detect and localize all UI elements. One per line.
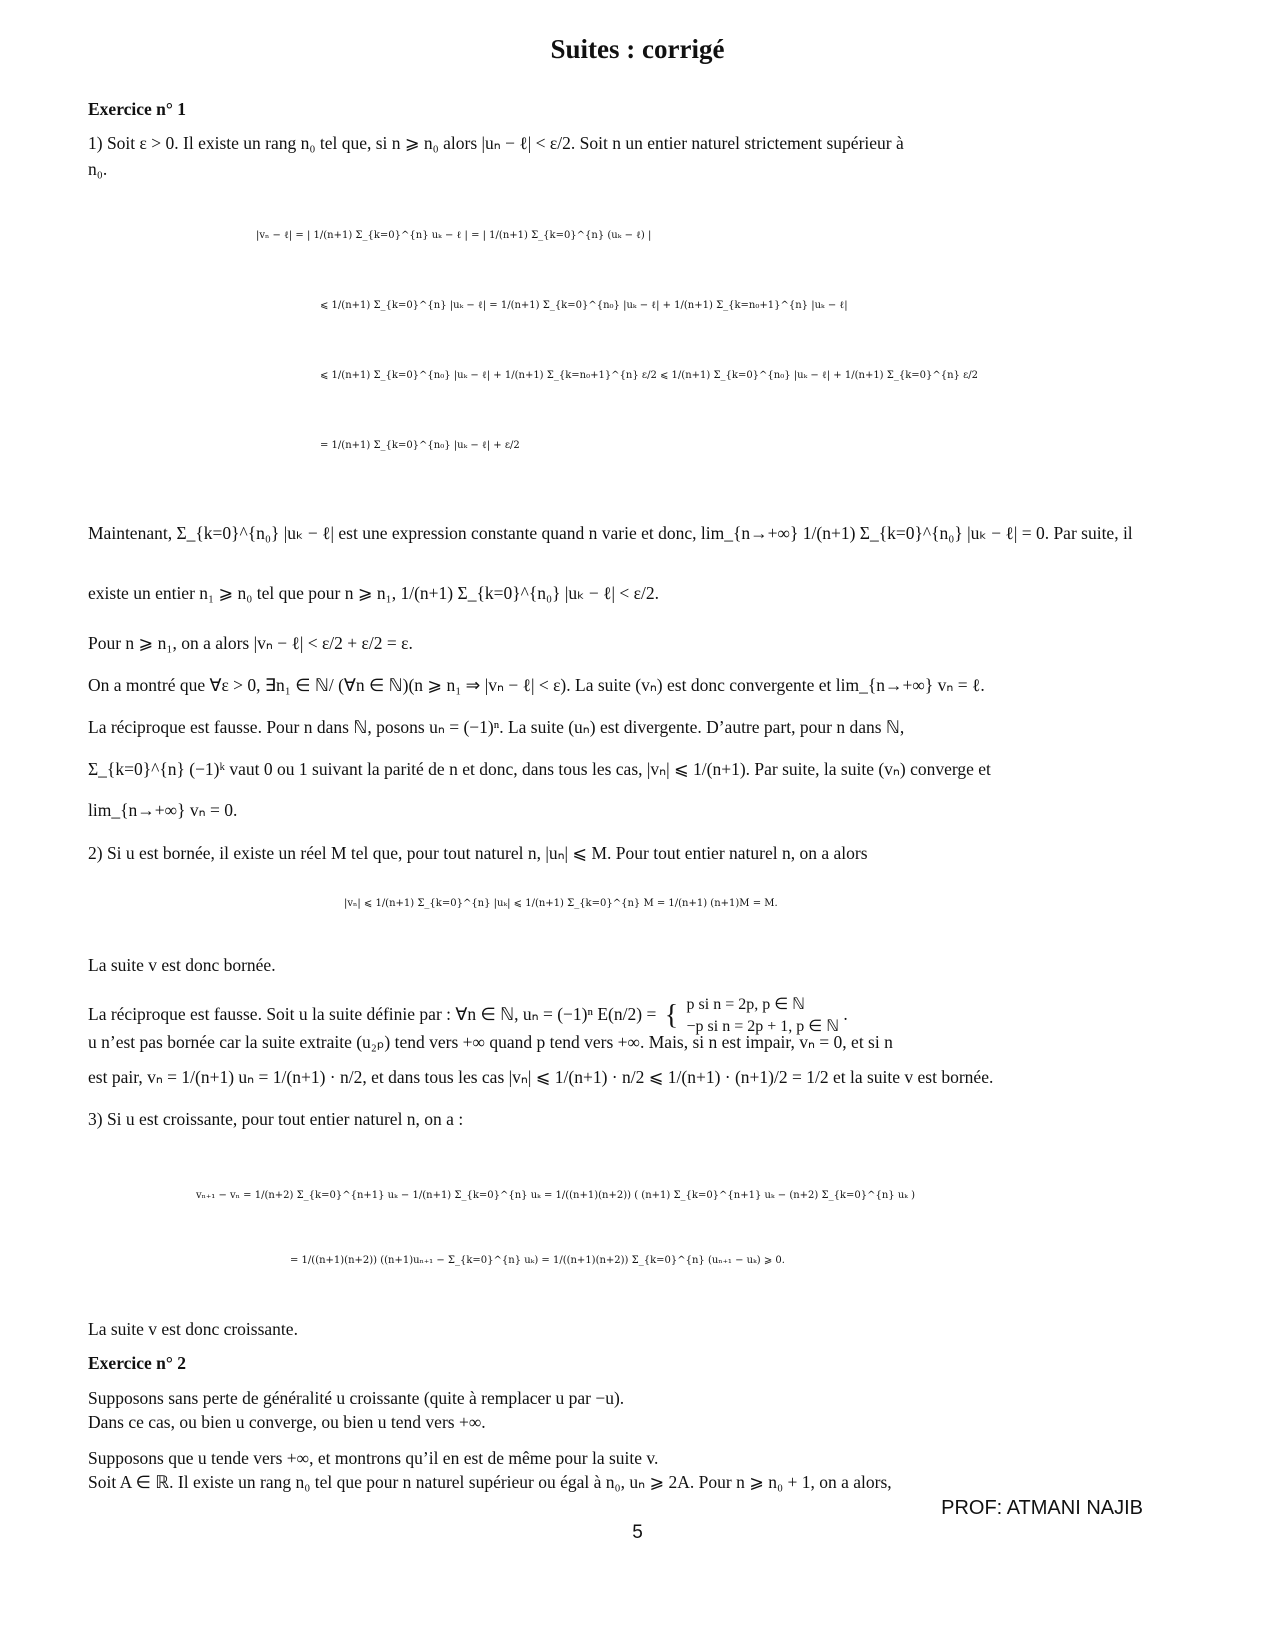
ex2-paragraph-2: Dans ce cas, ou bien u converge, ou bien u tend vers +∞. xyxy=(88,1412,486,1432)
q1-intro-cont: n₀. xyxy=(88,159,108,179)
exercise-1-heading: Exercice n° 1 xyxy=(88,99,187,119)
paragraph-on-a-montre: On a montré que ∀ε > 0, ∃n₁ ∈ ℕ/ (∀n ∈ ℕ)(n ⩾ n₁ ⇒ |vₙ − ℓ| < ε). La suite (vₙ) est donc convergente et lim_{n→+∞} vₙ = ℓ. xyxy=(88,675,985,695)
equation-1-line-4: = 1/(n+1) Σ_{k=0}^{n₀} |uₖ − ℓ| + ε/2 xyxy=(320,440,520,451)
equation-3-line-1: vₙ₊₁ − vₙ = 1/(n+2) Σ_{k=0}^{n+1} uₖ − 1/(n+1) Σ_{k=0}^{n} uₖ = 1/((n+1)(n+2)) ( (n+1) Σ_{k=0}^{n+1} uₖ − (n+2) Σ_{k=0}^{n} uₖ ) xyxy=(196,1190,915,1201)
paragraph-reciproque-1: La réciproque est fausse. Pour n dans ℕ, posons uₙ = (−1)ⁿ. La suite (uₙ) est divergente. D’autre part, pour n dans ℕ, xyxy=(88,717,905,737)
paragraph-existe: existe un entier n₁ ⩾ n₀ tel que pour n ⩾ n₁, 1/(n+1) Σ_{k=0}^{n₀} |uₖ − ℓ| < ε/2. xyxy=(88,583,660,603)
paragraph-pour-n: Pour n ⩾ n₁, on a alors |vₙ − ℓ| < ε/2 + ε/2 = ε. xyxy=(88,633,413,653)
equation-1-line-3: ⩽ 1/(n+1) Σ_{k=0}^{n₀} |uₖ − ℓ| + 1/(n+1) Σ_{k=n₀+1}^{n} ε/2 ⩽ 1/(n+1) Σ_{k=0}^{n₀} |uₖ − ℓ| + 1/(n+1) Σ_{k=0}^{n} ε/2 xyxy=(320,370,978,381)
paragraph-non-bornee-1: u n’est pas bornée car la suite extraite (u₂ₚ) tend vers +∞ quand p tend vers +∞. Mais, si n est impair, vₙ = 0, et si n xyxy=(88,1032,893,1052)
equation-3-line-2: = 1/((n+1)(n+2)) ((n+1)uₙ₊₁ − Σ_{k=0}^{n} uₖ) = 1/((n+1)(n+2)) Σ_{k=0}^{n} (uₙ₊₁ − uₖ) ⩾ 0. xyxy=(290,1255,785,1266)
equation-1-line-1: |vₙ − ℓ| = | 1/(n+1) Σ_{k=0}^{n} uₖ − ℓ | = | 1/(n+1) Σ_{k=0}^{n} (uₖ − ℓ) | xyxy=(256,230,652,241)
ex2-paragraph-1: Supposons sans perte de généralité u croissante (quite à remplacer u par −u). xyxy=(88,1388,625,1408)
paragraph-reciproque-3: lim_{n→+∞} vₙ = 0. xyxy=(88,800,238,820)
ex2-paragraph-3: Supposons que u tende vers +∞, et montrons qu’il en est de même pour la suite v. xyxy=(88,1448,659,1468)
case-even: p si n = 2p, p ∈ ℕ xyxy=(686,996,805,1013)
paragraph-v-croissante: La suite v est donc croissante. xyxy=(88,1319,298,1339)
paragraph-reciproque-2: Σ_{k=0}^{n} (−1)ᵏ vaut 0 ou 1 suivant la parité de n et donc, dans tous les cas, |vₙ| ⩽ 1/(n+1). Par suite, la suite (vₙ) converge et xyxy=(88,759,991,779)
reciproque-4-text: La réciproque est fausse. Soit u la suite définie par : ∀n ∈ ℕ, uₙ = (−1)ⁿ E(n/2) = xyxy=(88,1004,657,1025)
ex2-paragraph-4: Soit A ∈ ℝ. Il existe un rang n₀ tel que pour n naturel supérieur ou égal à n₀, uₙ ⩾ 2A. Pour n ⩾ n₀ + 1, on a alors, xyxy=(88,1472,892,1492)
equation-1-line-2: ⩽ 1/(n+1) Σ_{k=0}^{n} |uₖ − ℓ| = 1/(n+1) Σ_{k=0}^{n₀} |uₖ − ℓ| + 1/(n+1) Σ_{k=n₀+1}^{n} |uₖ − ℓ| xyxy=(320,300,848,311)
paragraph-v-bornee: La suite v est donc bornée. xyxy=(88,955,276,975)
q3-intro: 3) Si u est croissante, pour tout entier naturel n, on a : xyxy=(88,1109,464,1129)
paragraph-maintenant: Maintenant, Σ_{k=0}^{n₀} |uₖ − ℓ| est une expression constante quand n varie et donc, lim_{n→+∞} 1/(n+1) Σ_{k=0}^{n₀} |uₖ − ℓ| = 0. Par suite, il xyxy=(88,523,1133,543)
q2-intro: 2) Si u est bornée, il existe un réel M tel que, pour tout naturel n, |uₙ| ⩽ M. Pour tout entier naturel n, on a alors xyxy=(88,843,868,863)
page-title: Suites : corrigé xyxy=(550,34,725,64)
paragraph-non-bornee-2: est pair, vₙ = 1/(n+1) uₙ = 1/(n+1) · n/2, et dans tous les cas |vₙ| ⩽ 1/(n+1) · n/2 ⩽ 1/(n+1) · (n+1)/2 = 1/2 et la suite v est bornée. xyxy=(88,1067,994,1087)
case-period: . xyxy=(843,1004,848,1025)
case-odd: −p si n = 2p + 1, p ∈ ℕ xyxy=(686,1018,840,1035)
equation-2: |vₙ| ⩽ 1/(n+1) Σ_{k=0}^{n} |uₖ| ⩽ 1/(n+1) Σ_{k=0}^{n} M = 1/(n+1) (n+1)M = M. xyxy=(344,898,778,909)
exercise-2-heading: Exercice n° 2 xyxy=(88,1353,187,1373)
brace-symbol: { xyxy=(664,1000,679,1031)
page-number: 5 xyxy=(632,1522,643,1543)
author-footer: PROF: ATMANI NAJIB xyxy=(941,1497,1143,1519)
q1-intro: 1) Soit ε > 0. Il existe un rang n₀ tel que, si n ⩾ n₀ alors |uₙ − ℓ| < ε/2. Soit n un entier naturel strictement supérieur à xyxy=(88,133,904,153)
